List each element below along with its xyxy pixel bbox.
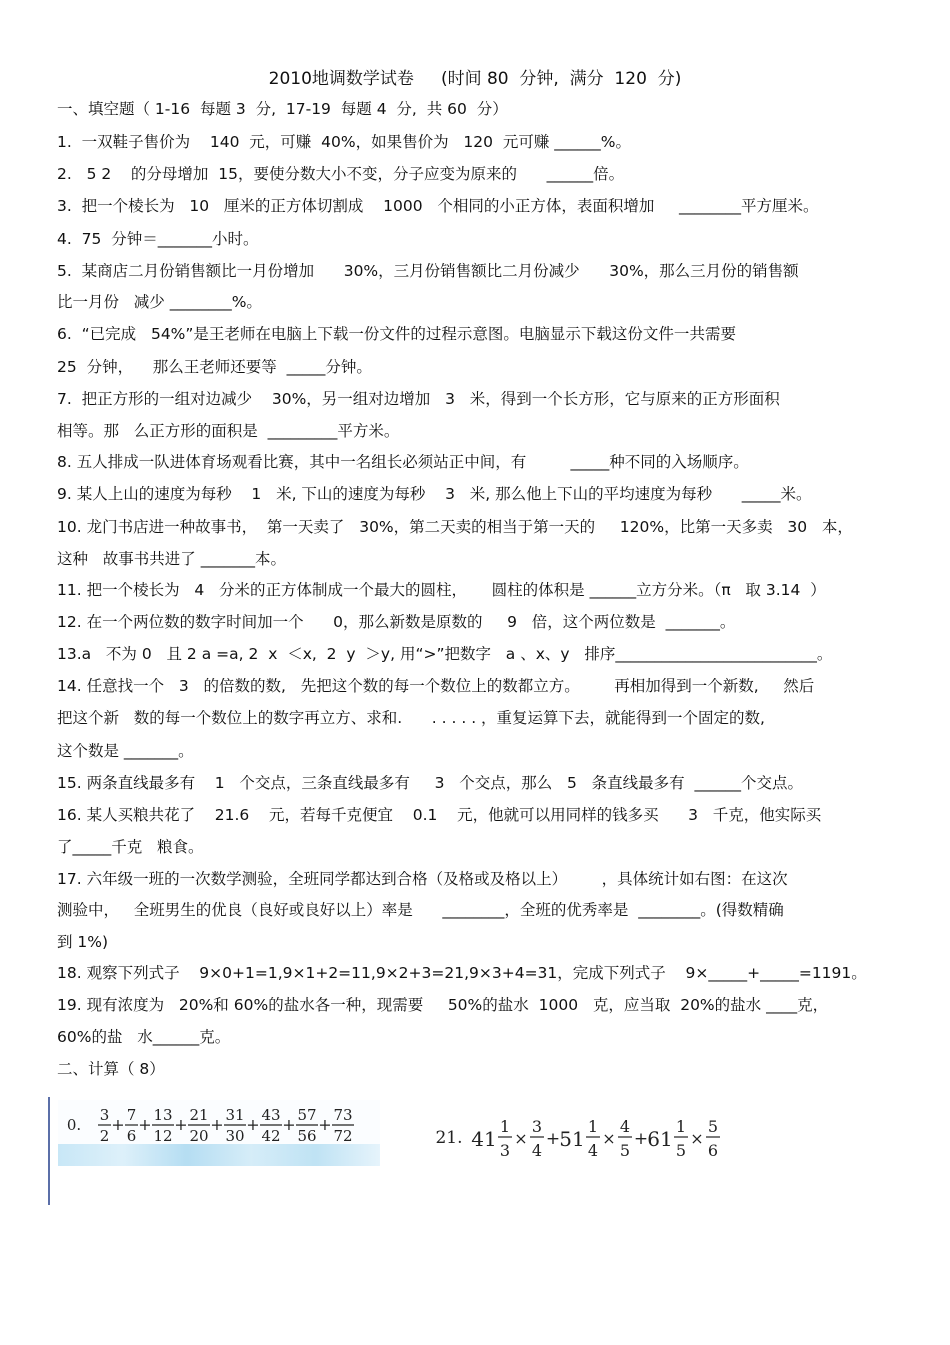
margin-rule: [48, 1097, 50, 1205]
mixed-whole: 41: [471, 1127, 497, 1151]
fraction-numerator: 1: [675, 1117, 687, 1136]
fraction-numerator: 7: [126, 1106, 137, 1124]
question-line: 2. 5 2 的分母增加 15，要使分数大小不变，分子应变为原来的 ______倍。: [57, 165, 625, 183]
fraction-denominator: 6: [126, 1127, 137, 1145]
fraction-denominator: 4: [587, 1141, 599, 1160]
question-line: 6. “已完成 54%”是王老师在电脑上下载一份文件的过程示意图。电脑显示下载这份文件一共需要: [57, 325, 736, 343]
question-line: 12. 在一个两位数的数字时间加一个 0，那么新数是原数的 9 倍，这个两位数是 _______。: [57, 613, 736, 631]
question-line: 13.a 不为 0 且 2 a =a, 2 x ＜x, 2 y ＞y, 用“>”把数字 a 、x、y 排序__________________________。: [57, 645, 833, 663]
question-line: 8. 五人排成一队进体育场观看比赛，其中一名组长必须站正中间，有 _____种不同的入场顺序。: [57, 453, 749, 471]
fraction-numerator: 43: [261, 1106, 281, 1124]
question-line: 19. 现有浓度为 20%和 60%的盐水各一种，现需要 50%的盐水 1000 克，应当取 20%的盐水 ____克，: [57, 996, 829, 1014]
question-line: 5. 某商店二月份销售额比一月份增加 30%，三月份销售额比二月份减少 30%，那么三月份的销售额: [57, 262, 799, 280]
operator-symbol: +: [633, 1129, 649, 1149]
question-line: 25 分钟， 那么王老师还要等 _____分钟。: [57, 358, 372, 376]
fraction-denominator: 5: [675, 1141, 687, 1160]
question-line: 这个数是 _______。: [57, 742, 194, 760]
fraction-numerator: 3: [531, 1117, 543, 1136]
operator-symbol: ×: [602, 1129, 616, 1148]
question-line: 相等。那 么正方形的面积是 _________平方米。: [57, 422, 400, 440]
question-line: 60%的盐 水______克。: [57, 1028, 231, 1046]
fraction-denominator: 4: [531, 1141, 543, 1160]
formula-sum-fractions-svg: [58, 1100, 380, 1166]
question-line: 3. 把一个棱长为 10 厘米的正方体切割成 1000 个相同的小正方体，表面积增加 ________平方厘米。: [57, 197, 819, 215]
question-line: 15. 两条直线最多有 1 个交点，三条直线最多有 3 个交点，那么 5 条直线最多有 ______个交点。: [57, 774, 803, 792]
question-line: 10. 龙门书店进一种故事书， 第一天卖了 30%，第二天卖的相当于第一天的 120%，比第一天多卖 30 本，: [57, 518, 853, 536]
operator-symbol: +: [174, 1115, 188, 1134]
question-line: 18. 观察下列式子 9×0+1=1,9×1+2=11,9×2+3=21,9×3+4=31，完成下列式子 9×_____+_____=1191。: [57, 964, 867, 982]
operator-symbol: +: [210, 1115, 224, 1134]
question-line: 测验中， 全班男生的优良（良好或良好以上）率是 ________，全班的优秀率是 ________。(得数精确: [57, 901, 784, 919]
operator-symbol: ×: [690, 1129, 704, 1148]
formula-label: 21.: [435, 1128, 463, 1148]
fraction-numerator: 3: [99, 1106, 110, 1124]
fraction-numerator: 57: [297, 1106, 317, 1124]
formula-mixed-products: [432, 1110, 762, 1168]
fraction-denominator: 3: [499, 1141, 511, 1160]
operator-symbol: +: [318, 1115, 332, 1134]
fraction-numerator: 13: [153, 1106, 173, 1124]
formula-sum-fractions: [58, 1100, 380, 1166]
formula-mixed-products-svg: [432, 1110, 762, 1168]
question-line: 了_____千克 粮食。: [57, 838, 204, 856]
fraction-denominator: 12: [153, 1127, 173, 1145]
question-line: 这种 故事书共进了 _______本。: [57, 550, 286, 568]
fraction-denominator: 72: [333, 1127, 353, 1145]
question-line: 到 1%): [57, 933, 109, 951]
operator-symbol: ×: [514, 1129, 528, 1148]
operator-symbol: +: [246, 1115, 260, 1134]
fraction-numerator: 4: [619, 1117, 631, 1136]
fraction-numerator: 5: [707, 1117, 719, 1136]
fraction-denominator: 30: [225, 1127, 245, 1145]
question-line: 14. 任意找一个 3 的倍数的数, 先把这个数的每一个数位上的数都立方。 再相加得到一个新数, 然后: [57, 677, 815, 695]
question-line: 把这个新 数的每一个数位上的数字再立方、求和. . . . . . ，重复运算下去，就能得到一个固定的数,: [57, 709, 765, 727]
question-line: 4. 75 分钟＝_______小时。: [57, 230, 259, 248]
section-heading-calculation: 二、计算（ 8）: [57, 1060, 165, 1078]
question-line: 16. 某人买粮共花了 21.6 元，若每千克便宜 0.1 元，他就可以用同样的钱多买 3 千克，他实际买: [57, 806, 822, 824]
fraction-denominator: 5: [619, 1141, 631, 1160]
section-heading-fill-blank: 一、填空题（ 1-16 每题 3 分, 17-19 每题 4 分, 共 60 分）: [57, 100, 508, 118]
operator-symbol: +: [138, 1115, 152, 1134]
fraction-numerator: 1: [587, 1117, 599, 1136]
formula-label: 0.: [66, 1116, 82, 1134]
fraction-denominator: 20: [189, 1127, 209, 1145]
fraction-denominator: 6: [707, 1141, 719, 1160]
exam-title: 2010地调数学试卷 (时间 80 分钟, 满分 120 分): [268, 69, 682, 89]
question-line: 1. 一双鞋子售价为 140 元，可赚 40%，如果售价为 120 元可赚 ______%。: [57, 133, 631, 151]
question-line: 17. 六年级一班的一次数学测验，全班同学都达到合格（及格或及格以上） ，具体统计如右图：在这次: [57, 870, 788, 888]
question-line: 11. 把一个棱长为 4 分米的正方体制成一个最大的圆柱， 圆柱的体积是 ______立方分米。（π 取 3.14 ）: [57, 581, 826, 599]
fraction-numerator: 31: [225, 1106, 245, 1124]
operator-symbol: +: [111, 1115, 125, 1134]
mixed-whole: 61: [647, 1127, 673, 1151]
fraction-numerator: 1: [499, 1117, 511, 1136]
question-line: 9. 某人上山的速度为每秒 1 米, 下山的速度为每秒 3 米, 那么他上下山的平均速度为每秒 _____米。: [57, 485, 812, 503]
fraction-numerator: 21: [189, 1106, 209, 1124]
fraction-denominator: 42: [261, 1127, 281, 1145]
fraction-numerator: 73: [333, 1106, 353, 1124]
question-line: 比一月份 减少 ________%。: [57, 293, 262, 311]
question-line: 7. 把正方形的一组对边减少 30%，另一组对边增加 3 米，得到一个长方形，它与原来的正方形面积: [57, 390, 780, 408]
fraction-denominator: 56: [297, 1127, 317, 1145]
mixed-whole: 51: [559, 1127, 585, 1151]
operator-symbol: +: [545, 1129, 561, 1149]
fraction-denominator: 2: [99, 1127, 110, 1145]
operator-symbol: +: [282, 1115, 296, 1134]
